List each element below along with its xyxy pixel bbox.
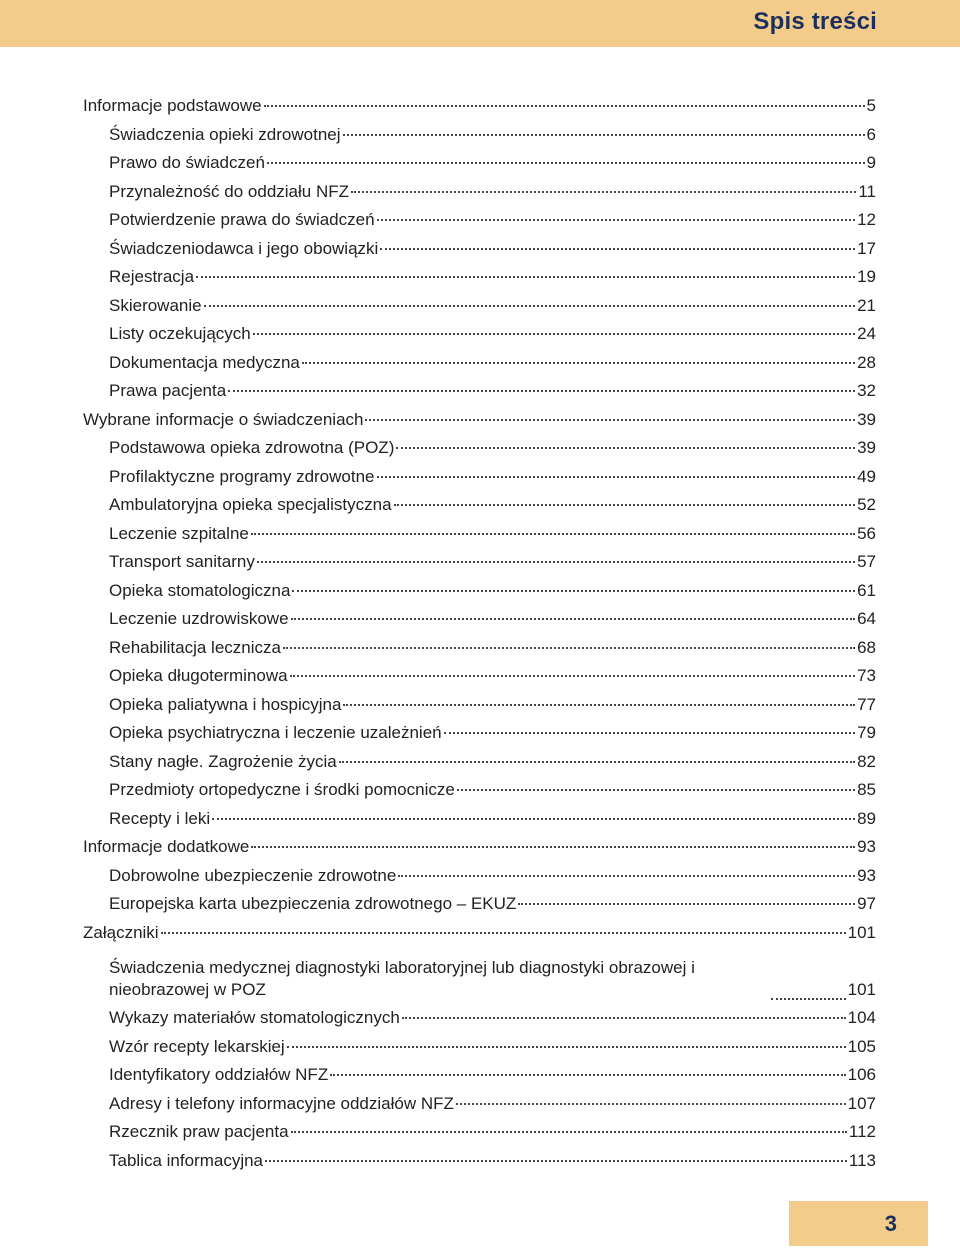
toc-entry-label: Identyfikatory oddziałów NFZ xyxy=(109,1065,329,1084)
toc-entry-page: 6 xyxy=(866,124,876,144)
toc-dot-leader xyxy=(518,886,855,905)
toc-dot-leader xyxy=(771,981,846,1000)
toc-entry-label: Opieka psychiatryczna i leczenie uzależnień xyxy=(109,723,442,742)
toc-entry-page: 64 xyxy=(857,609,876,628)
toc-entry-page: 49 xyxy=(857,466,876,486)
toc-entry-label: Przedmioty ortopedyczne i środki pomocnicze xyxy=(109,780,455,799)
toc-dot-leader xyxy=(290,658,855,677)
toc-dot-leader xyxy=(444,715,855,734)
page-number: 3 xyxy=(884,1211,897,1236)
toc-entry-label: Świadczenia opieki zdrowotnej xyxy=(109,124,341,144)
toc-entry-page: 104 xyxy=(847,1008,876,1027)
toc-dot-leader xyxy=(204,288,855,307)
toc-entry-label: Leczenie szpitalne xyxy=(109,523,249,543)
toc-entry-page: 77 xyxy=(857,694,876,714)
toc-entry-page: 79 xyxy=(857,723,876,742)
toc-entry-label: Świadczenia medycznej diagnostyki laboratoryjnej lub diagnostyki obrazowej i nieobrazowej w POZ xyxy=(109,958,695,999)
toc-entry-label: Opieka paliatywna i hospicyjna xyxy=(109,694,342,714)
toc-dot-leader xyxy=(267,145,865,164)
toc-entry-label: Stany nagłe. Zagrożenie życia xyxy=(109,751,337,771)
toc-dot-leader xyxy=(251,516,855,535)
toc-dot-leader xyxy=(212,801,855,820)
toc-dot-leader xyxy=(398,858,855,877)
toc-section-entry[interactable] xyxy=(83,919,876,948)
toc-entry-label: Listy oczekujących xyxy=(109,324,251,343)
toc-dot-leader xyxy=(330,1057,845,1076)
toc-entry-page: 73 xyxy=(857,666,876,685)
page-number-box xyxy=(789,1201,928,1246)
toc-entry-page: 82 xyxy=(857,751,876,771)
toc-entry-page: 39 xyxy=(857,409,876,429)
toc-entry-page: 112 xyxy=(848,1122,876,1141)
toc-entry-label: Dobrowolne ubezpieczenie zdrowotne xyxy=(109,865,397,885)
toc-entry-page: 105 xyxy=(847,1036,876,1056)
toc-entry-label: Wykazy materiałów stomatologicznych xyxy=(109,1008,400,1027)
toc-entry-label: Rehabilitacja lecznicza xyxy=(109,637,281,657)
toc-dot-leader xyxy=(456,1086,846,1105)
toc-dot-leader xyxy=(351,174,856,193)
toc-entry-label: Rzecznik praw pacjenta xyxy=(109,1122,289,1141)
toc-dot-leader xyxy=(380,231,855,250)
toc-entry-label: Rejestracja xyxy=(109,267,195,286)
toc-entry-page: 32 xyxy=(857,381,876,400)
toc-entry-label: Adresy i telefony informacyjne oddziałów NFZ xyxy=(109,1093,454,1113)
toc-entry-label: Europejska karta ubezpieczenia zdrowotnego – EKUZ xyxy=(109,894,517,913)
toc-entry-label: Opieka długoterminowa xyxy=(109,666,288,685)
toc-dot-leader xyxy=(292,573,855,592)
toc-entry-label: Podstawowa opieka zdrowotna (POZ) xyxy=(109,438,395,457)
toc-entry-label: Informacje dodatkowe xyxy=(83,837,250,856)
toc-entry-label: Recepty i leki xyxy=(109,808,211,828)
toc-entry-page: 9 xyxy=(866,153,876,172)
toc-entry-page: 93 xyxy=(857,837,876,856)
toc-dot-leader xyxy=(377,202,856,221)
toc-entry-page: 12 xyxy=(857,210,876,229)
toc-entry[interactable] xyxy=(83,947,876,1004)
toc-entry-page: 101 xyxy=(847,922,876,942)
toc-entry-page: 52 xyxy=(857,495,876,514)
toc-entry-page: 101 xyxy=(847,979,876,999)
toc-entry[interactable] xyxy=(83,1147,876,1176)
toc-entry-page: 106 xyxy=(847,1065,876,1084)
toc-entry-label: Ambulatoryjna opieka specjalistyczna xyxy=(109,495,392,514)
toc-entry-page: 113 xyxy=(848,1150,876,1170)
toc-dot-leader xyxy=(302,345,855,364)
toc-dot-leader xyxy=(253,316,855,335)
toc-dot-leader xyxy=(287,1029,846,1048)
toc-entry-page: 11 xyxy=(858,181,876,201)
toc-dot-leader xyxy=(402,1000,846,1019)
toc-entry-label: Załączniki xyxy=(83,922,159,942)
toc-dot-leader xyxy=(291,1114,847,1133)
table-of-contents xyxy=(83,92,876,1175)
toc-entry-page: 5 xyxy=(866,96,876,115)
toc-entry-label: Prawo do świadczeń xyxy=(109,153,265,172)
toc-entry-page: 61 xyxy=(857,580,876,600)
toc-dot-leader xyxy=(396,430,855,449)
toc-entry-page: 21 xyxy=(857,295,876,315)
toc-entry-page: 17 xyxy=(857,238,876,258)
toc-entry-label: Wzór recepty lekarskiej xyxy=(109,1036,285,1056)
toc-entry-page: 107 xyxy=(847,1093,876,1113)
toc-entry-label: Opieka stomatologiczna xyxy=(109,580,291,600)
toc-dot-leader xyxy=(365,402,855,421)
toc-entry-label: Skierowanie xyxy=(109,295,202,315)
toc-entry-label: Tablica informacyjna xyxy=(109,1150,264,1170)
toc-entry-page: 28 xyxy=(857,352,876,372)
toc-entry-page: 19 xyxy=(857,267,876,286)
toc-entry-page: 97 xyxy=(857,894,876,913)
toc-dot-leader xyxy=(251,829,855,848)
toc-dot-leader xyxy=(377,459,856,478)
toc-entry-page: 68 xyxy=(857,637,876,657)
toc-entry-label: Prawa pacjenta xyxy=(109,381,227,400)
toc-dot-leader xyxy=(339,744,855,763)
toc-entry-label: Dokumentacja medyczna xyxy=(109,352,300,372)
toc-entry-page: 85 xyxy=(857,780,876,799)
toc-entry-label: Wybrane informacje o świadczeniach xyxy=(83,409,364,429)
toc-dot-leader xyxy=(228,373,855,392)
toc-dot-leader xyxy=(283,630,855,649)
toc-dot-leader xyxy=(257,544,855,563)
toc-entry-page: 93 xyxy=(857,865,876,885)
toc-dot-leader xyxy=(196,259,855,278)
toc-entry-label: Świadczeniodawca i jego obowiązki xyxy=(109,238,379,258)
toc-dot-leader xyxy=(291,601,856,620)
toc-dot-leader xyxy=(161,915,846,934)
toc-dot-leader xyxy=(343,687,855,706)
toc-entry-label: Przynależność do oddziału NFZ xyxy=(109,181,350,201)
toc-entry-page: 24 xyxy=(857,324,876,343)
toc-entry-page: 39 xyxy=(857,438,876,457)
toc-entry-page: 57 xyxy=(857,552,876,571)
toc-dot-leader xyxy=(394,487,856,506)
toc-entry-label: Transport sanitarny xyxy=(109,552,255,571)
toc-dot-leader xyxy=(457,772,855,791)
toc-entry-label: Potwierdzenie prawa do świadczeń xyxy=(109,210,375,229)
toc-entry-label: Informacje podstawowe xyxy=(83,96,262,115)
page-title: Spis treści xyxy=(753,8,877,35)
toc-entry-label: Profilaktyczne programy zdrowotne xyxy=(109,466,375,486)
toc-dot-leader xyxy=(264,88,865,107)
toc-dot-leader xyxy=(343,117,865,136)
toc-dot-leader xyxy=(265,1143,847,1162)
header-band xyxy=(0,0,960,47)
toc-entry-label: Leczenie uzdrowiskowe xyxy=(109,609,289,628)
toc-entry-page: 56 xyxy=(857,523,876,543)
toc-entry-page: 89 xyxy=(857,808,876,828)
